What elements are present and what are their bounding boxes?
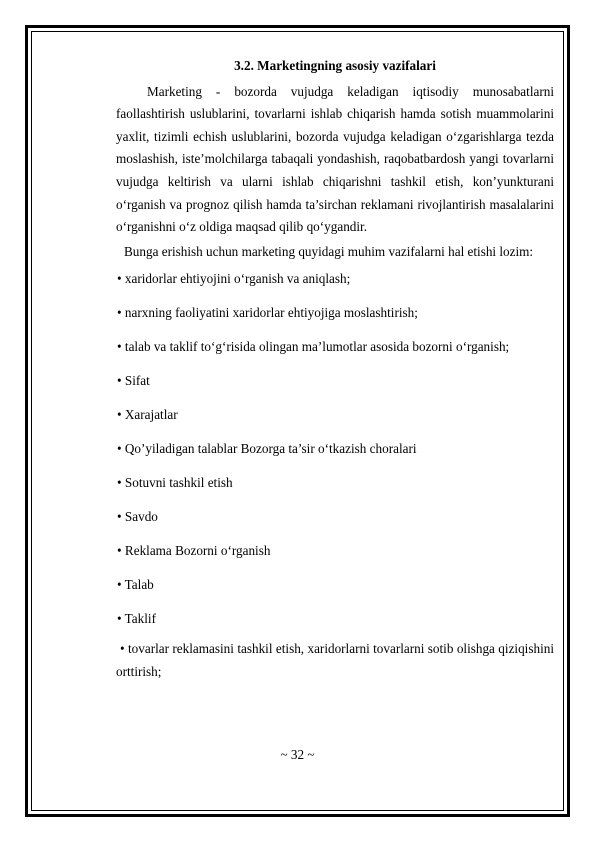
list-item: • Sotuvni tashkil etish: [117, 475, 233, 491]
paragraph-advertising-task: • tovarlar reklamasini tashkil etish, xaridorlarni tovarlarni sotib olishga qiziqishini orttirish;: [116, 641, 554, 679]
list-item: • xaridorlar ehtiyojini o‘rganish va aniqlash;: [117, 271, 351, 287]
list-item: • Xarajatlar: [117, 407, 178, 423]
list-item: • Reklama Bozorni o‘rganish: [117, 543, 271, 559]
task-bullet-list: [116, 262, 554, 636]
list-item: • Qo’yiladigan talablar Bozorga ta’sir o‘tkazish choralari: [117, 441, 417, 457]
paragraph-tasks-intro: Bunga erishish uchun marketing quyidagi muhim vazifalarni hal etishi lozim:: [124, 243, 534, 259]
list-item: • Taklif: [117, 611, 156, 627]
list-item: • narxning faoliyatini xaridorlar ehtiyojiga moslashtirish;: [117, 305, 418, 321]
list-item: • Savdo: [117, 509, 158, 525]
list-item: • Talab: [117, 577, 154, 593]
list-item: • talab va taklif to‘g‘risida olingan ma’lumotlar asosida bozorni o‘rganish;: [117, 339, 510, 355]
list-item: • Sifat: [117, 373, 150, 389]
paragraph-marketing-definition: Marketing - bozorda vujudga keladigan iqtisodiy munosabatlarni faollashtirish uslublarini, tovarlarni ishlab chiqarish hamda sotish muammolarini yaxlit, tizimli echish uslublarini, bozorda vujudga keladigan o‘zgarishlarga tezda moslashish, iste’molchilarga tabaqali yondashish, raqobatbardosh yangi tovarlarni vujudga keltirish va ularni ishlab chiqarishni tashkil etish, kon’yunkturani o‘rganish va prognoz qilish hamda ta’sirchan reklamani rivojlantirish masalalarini o‘rganishni o‘z oldiga maqsad qilib qo‘ygandir.: [116, 83, 554, 235]
page-number: ~ 32 ~: [280, 747, 315, 762]
document-body: [116, 55, 554, 684]
section-title: 3.2. Marketingning asosiy vazifalari: [234, 58, 436, 73]
